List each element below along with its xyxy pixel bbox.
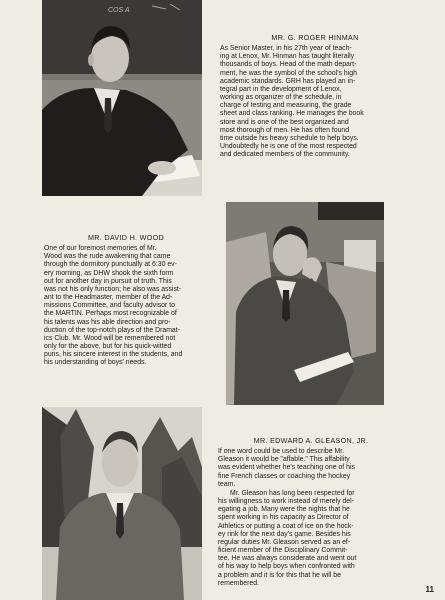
hinman-photo (42, 0, 202, 196)
wood-paragraph: One of our foremost memories of Mr. Wood was the rude awakening that came through the dormitory punctually at 6:30 ev- ery morning, as DHW shook the sixth form out for another day in pursuit of truth. This was not his only function; he also was assist- ant to the Headmaster, member of the Ad- missions Committee, and faculty advisor to the MARTIN. Perhaps most recognizable of his talents was his able direction and pro- duction of the top-notch plays of the Dramat- ics Club. Mr. Wood will be remembered not only for the above, but for his quick-witted puns, his sincere interest in the students, and his understanding of boys' needs. (44, 245, 183, 367)
hinman-paragraph: As Senior Master, in his 27th year of teach- ing at Lenox, Mr. Hinman has taught literally thousands of boys. Head of the math depart- ment, he was the symbol of the school's high academic standards. GRH has played an in- tegral part in the development of Lenox, working as organizer of the schedule, in charge of testing and measuring, the grade sheet and class ranking. He manages the book store and is one of the best organized and most thorough of men. He has often found time outside his heavy schedule to help boys. Undoubtedly he is one of the most respected and dedicated members of the community. (220, 45, 364, 159)
svg-text:COS A: COS A (108, 7, 130, 14)
gleason-paragraph-1: If one word could be used to describe Mr. Gleason it would be "affable." This affability was evident whether he's teaching one of his fine French classes or coaching the hockey team. (218, 448, 355, 488)
hinman-name: MR. G. ROGER HINMAN (271, 33, 359, 42)
wood-name: MR. DAVID H. WOOD (87, 233, 165, 242)
wood-bio (44, 234, 208, 368)
gleason-name: MR. EDWARD A. GLEASON, JR. (253, 436, 369, 445)
gleason-paragraph-2: Mr. Gleason has long been respected for his willingness to work instead of merely del- egating a job. Many were the nights that he spent working in his capacity as Director of Athletics or putting a coat of ice on the hock- ey rink for the next day's game. Besides his regular duties Mr. Gleason served as an ef- ficient member of the Disciplinary Commit- tee. He was always considerate and went out of his way to help boys when confronted with a problem and it is for this that he will be remembered. (218, 489, 357, 587)
hinman-bio (220, 34, 410, 159)
gleason-photo (42, 407, 202, 600)
wood-photo (226, 202, 384, 405)
page-number: 11 (425, 585, 434, 594)
gleason-bio (218, 437, 404, 588)
